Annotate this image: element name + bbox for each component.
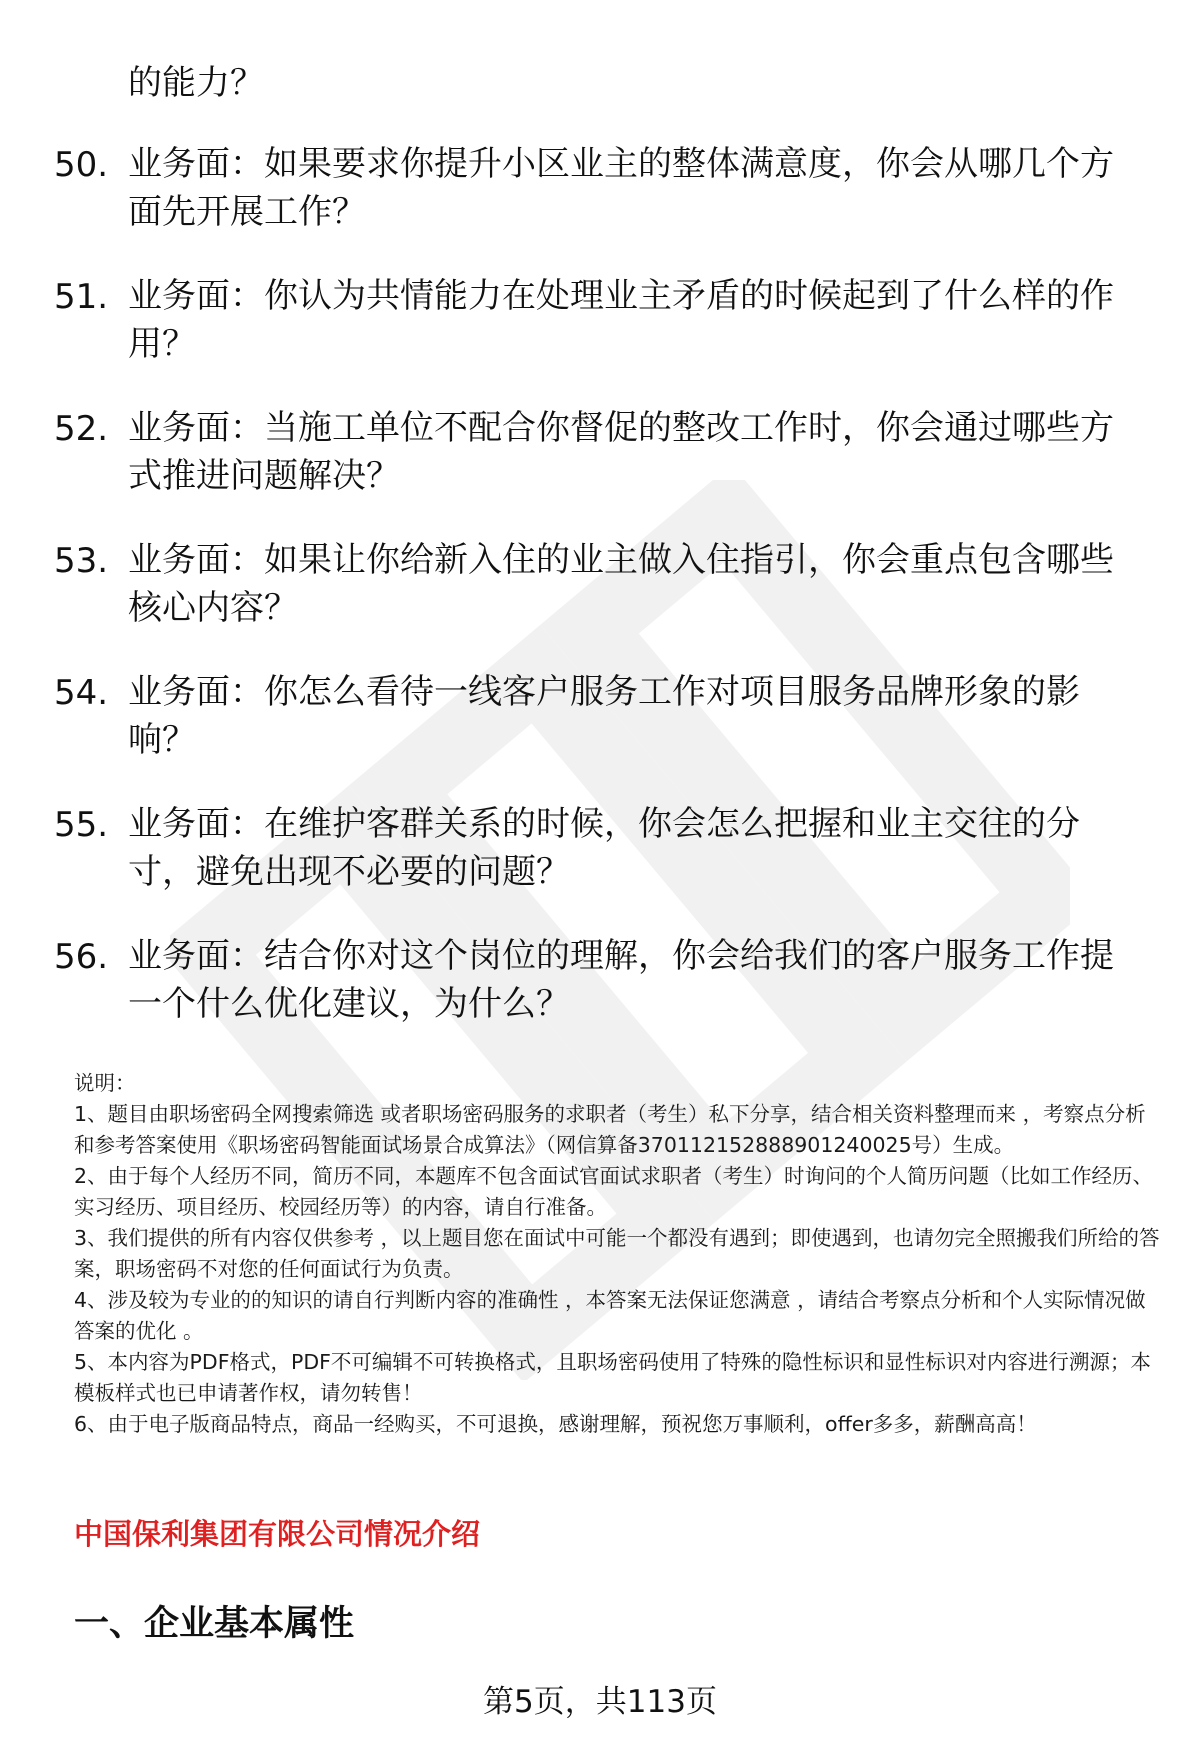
question-number: 51. (54, 277, 109, 317)
section-heading: 一、企业基本属性 (74, 1604, 355, 1644)
question-text: 业务面：你怎么看待一线客户服务工作对项目服务品牌形象的影响？ (128, 672, 1080, 760)
question-number: 55. (54, 805, 109, 845)
note-item: 3、我们提供的所有内容仅供参考 ，以上题目您在面试中可能一个都没有遇到；即使遇到，也请勿完全照搬我们所给的答案，职场密码不对您的任何面试行为负责。 (74, 1226, 1160, 1281)
question-item (0, 272, 1200, 404)
notes-section (74, 1068, 1164, 1440)
note-item: 6、由于电子版商品特点，商品一经购买，不可退换，感谢理解，预祝您万事顺利，offer多多，薪酬高高！ (74, 1412, 1037, 1436)
note-item: 4、涉及较为专业的的知识的请自行判断内容的准确性 ，本答案无法保证您满意 ，请结合考察点分析和个人实际情况做答案的优化 。 (74, 1288, 1146, 1343)
company-title: 中国保利集团有限公司情况介绍 (74, 1517, 481, 1551)
question-text: 业务面：如果让你给新入住的业主做入住指引，你会重点包含哪些核心内容？ (128, 540, 1114, 628)
question-text: 业务面：在维护客群关系的时候，你会怎么把握和业主交往的分寸，避免出现不必要的问题？ (128, 804, 1080, 892)
note-item: 5、本内容为PDF格式，PDF不可编辑不可转换格式，且职场密码使用了特殊的隐性标识和显性标识对内容进行溯源；本模板样式也已申请著作权，请勿转售！ (74, 1350, 1151, 1405)
question-number: 52. (54, 409, 109, 449)
question-text: 业务面：结合你对这个岗位的理解，你会给我们的客户服务工作提一个什么优化建议，为什么？ (128, 936, 1114, 1024)
question-text: 业务面：你认为共情能力在处理业主矛盾的时候起到了什么样的作用？ (128, 276, 1114, 364)
question-number: 50. (54, 145, 109, 185)
page-number: 第5页，共113页 (483, 1684, 717, 1720)
question-item (0, 800, 1200, 932)
notes-heading: 说明： (74, 1071, 136, 1095)
question-continuation: 的能力？ (128, 63, 264, 103)
question-text: 业务面：如果要求你提升小区业主的整体满意度，你会从哪几个方面先开展工作？ (128, 144, 1114, 232)
question-list (0, 140, 1200, 1064)
note-item: 1、题目由职场密码全网搜索筛选 或者职场密码服务的求职者（考生）私下分享，结合相关资料整理而来 ，考察点分析和参考答案使用《职场密码智能面试场景合成算法》（网信算备370112152888901240025号）生成。 (74, 1102, 1146, 1157)
question-item (0, 140, 1200, 272)
question-number: 53. (54, 541, 109, 581)
question-item (0, 932, 1200, 1064)
question-item (0, 404, 1200, 536)
question-number: 56. (54, 937, 109, 977)
question-text: 业务面：当施工单位不配合你督促的整改工作时，你会通过哪些方式推进问题解决？ (128, 408, 1114, 496)
question-item (0, 536, 1200, 668)
question-number: 54. (54, 673, 109, 713)
question-item (0, 668, 1200, 800)
note-item: 2、由于每个人经历不同，简历不同，本题库不包含面试官面试求职者（考生）时询问的个人简历问题（比如工作经历、实习经历、项目经历、校园经历等）的内容，请自行准备。 (74, 1164, 1154, 1219)
